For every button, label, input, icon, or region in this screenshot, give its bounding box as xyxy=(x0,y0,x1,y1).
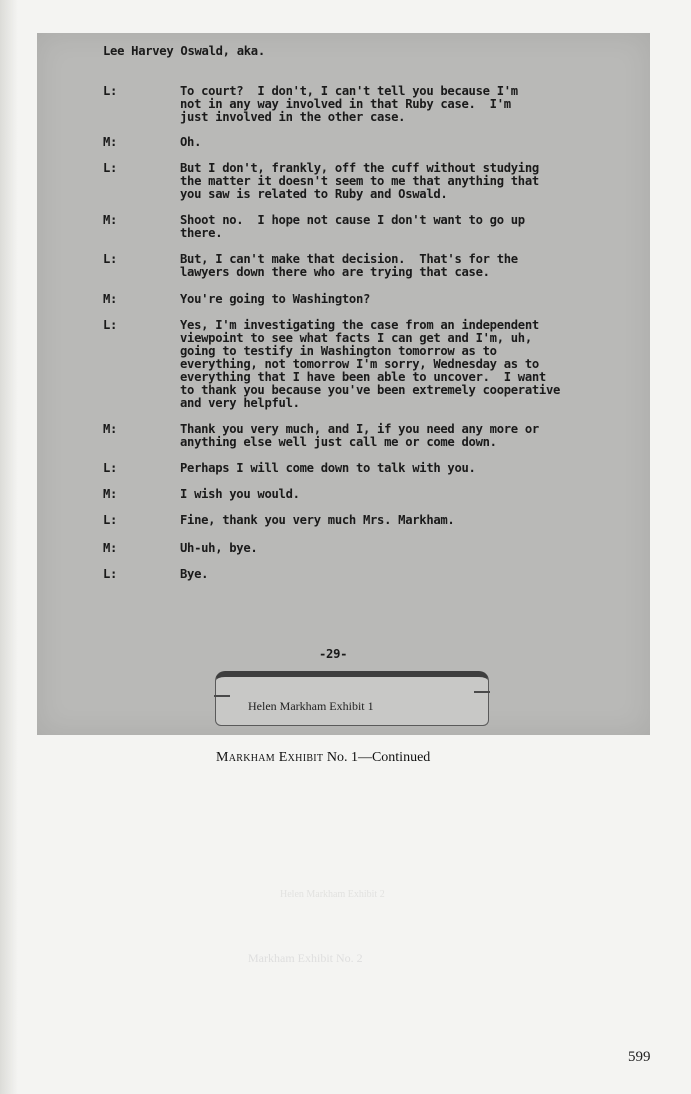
speaker-label: L: xyxy=(103,84,118,98)
speaker-label: L: xyxy=(103,513,118,527)
speaker-label: M: xyxy=(103,487,118,501)
page-edge-shadow xyxy=(0,0,18,1094)
figure-caption xyxy=(216,750,430,766)
caption-rest: No. 1—Continued xyxy=(323,750,431,765)
dialogue-text: Shoot no. I hope not cause I don't want to go up there. xyxy=(180,213,525,240)
bleed-through-text: Helen Markham Exhibit 2 xyxy=(280,889,385,900)
exhibit-tab-label: Helen Markham Exhibit 1 xyxy=(248,699,374,713)
caption-small-caps: Markham Exhibit xyxy=(216,750,324,765)
dialogue-text: Oh. xyxy=(180,135,202,149)
typed-page-number: -29- xyxy=(319,647,348,661)
dialogue-text: But I don't, frankly, off the cuff without studying the matter it doesn't seem to me that anything that you saw is related to Ruby and Oswald. xyxy=(180,161,539,201)
speaker-label: L: xyxy=(103,318,118,332)
exhibit-tab xyxy=(215,671,489,726)
transcript-header: Lee Harvey Oswald, aka. xyxy=(103,44,265,58)
tab-notch-left xyxy=(214,695,230,697)
speaker-label: L: xyxy=(103,161,118,175)
dialogue-text: But, I can't make that decision. That's for the lawyers down there who are trying that case. xyxy=(180,252,518,279)
dialogue-text: You're going to Washington? xyxy=(180,292,371,306)
dialogue-text: To court? I don't, I can't tell you because I'm not in any way involved in that Ruby case. I'm just involved in the other case. xyxy=(180,84,518,124)
dialogue-text: Fine, thank you very much Mrs. Markham. xyxy=(180,513,455,527)
tab-notch-right xyxy=(474,691,490,693)
dialogue-text: Perhaps I will come down to talk with you. xyxy=(180,461,476,475)
dialogue-text: Thank you very much, and I, if you need any more or anything else well just call me or come down. xyxy=(180,422,539,449)
speaker-label: L: xyxy=(103,252,118,266)
dialogue-text: Bye. xyxy=(180,567,209,581)
speaker-label: M: xyxy=(103,541,118,555)
dialogue-text: Uh-uh, bye. xyxy=(180,541,258,555)
speaker-label: L: xyxy=(103,567,118,581)
speaker-label: M: xyxy=(103,135,118,149)
page-number: 599 xyxy=(628,1049,651,1065)
speaker-label: M: xyxy=(103,292,118,306)
speaker-label: M: xyxy=(103,213,118,227)
exhibit-photo-plate xyxy=(37,33,650,735)
dialogue-text: I wish you would. xyxy=(180,487,300,501)
bleed-through-caption: Markham Exhibit No. 2 xyxy=(248,951,363,965)
speaker-label: M: xyxy=(103,422,118,436)
dialogue-text: Yes, I'm investigating the case from an independent viewpoint to see what facts I can get and I'm, uh, going to testify in Washington tomorrow as to everything, not tomorrow I'm sorry, Wednesday as to everything that I have been able to uncover. I want to thank you because you've been extremely cooperative and very helpful. xyxy=(180,318,561,410)
speaker-label: L: xyxy=(103,461,118,475)
